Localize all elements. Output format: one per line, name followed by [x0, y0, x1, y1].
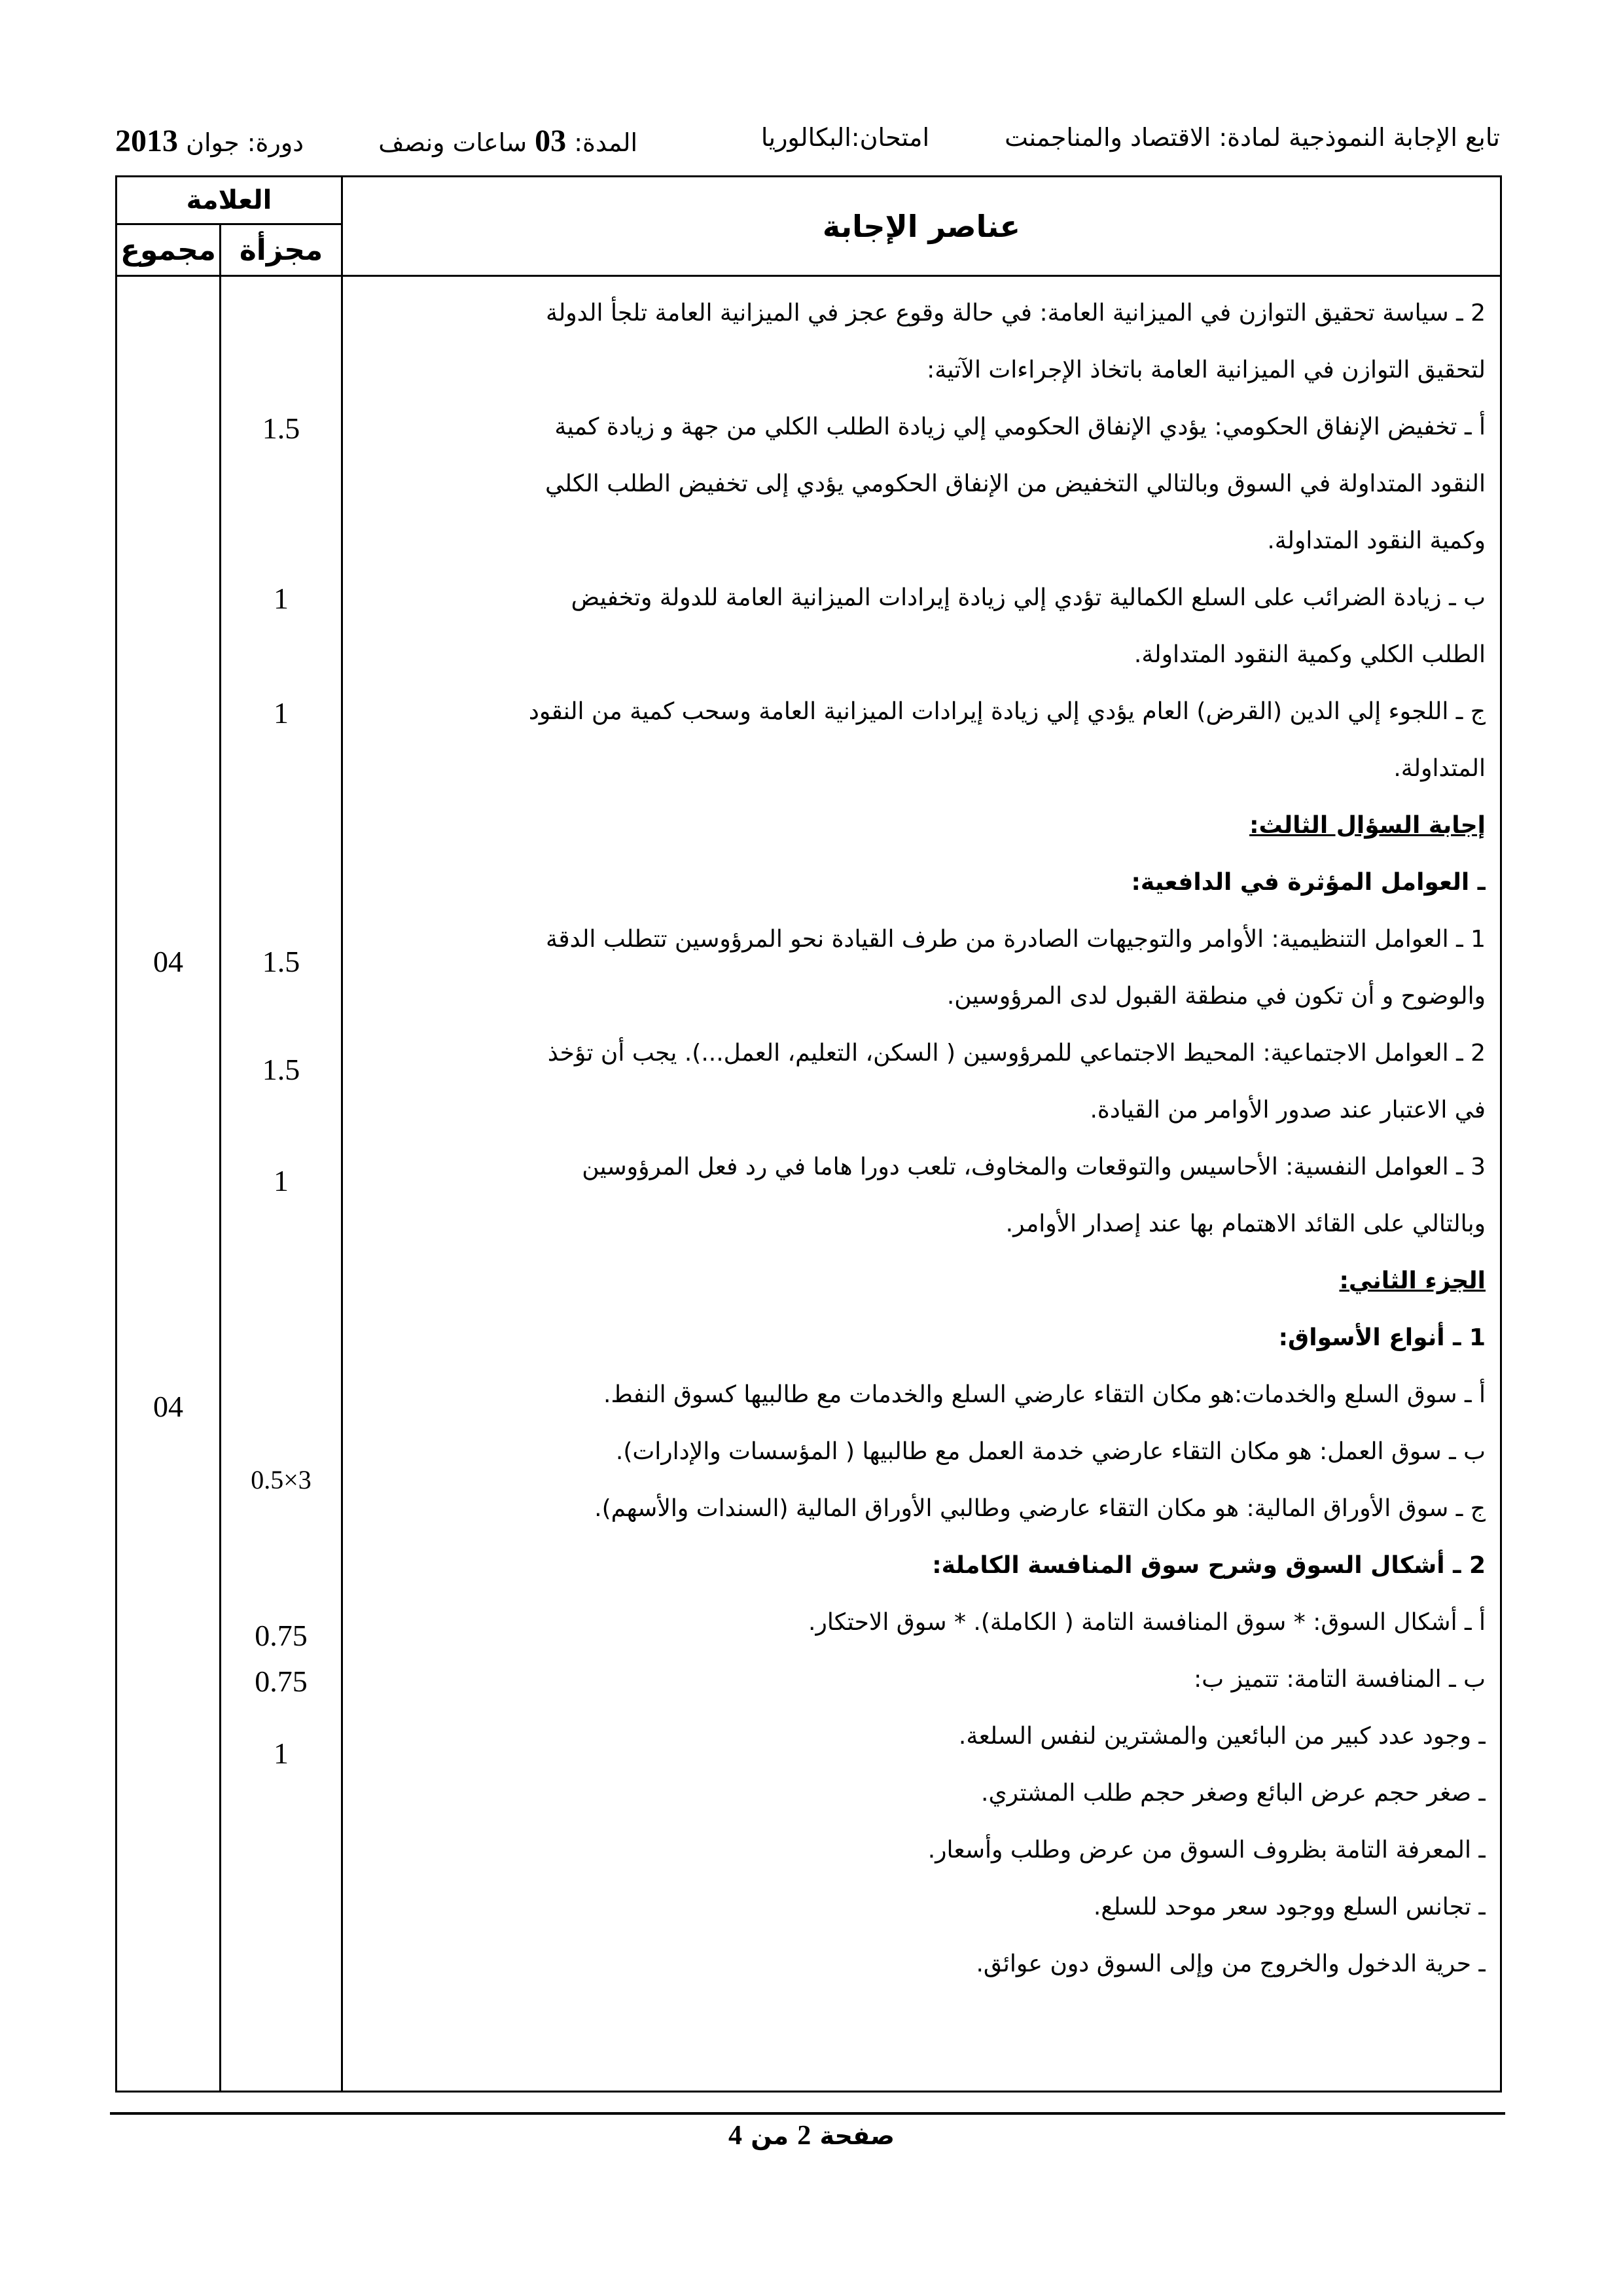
partial-mark: 1.5	[262, 945, 300, 978]
answer-line: والوضوح و أن تكون في منطقة القبول لدى المرؤوسين.	[946, 983, 1486, 1010]
total-mark: 04	[153, 945, 183, 978]
answer-line: لتحقيق التوازن في الميزانية العامة باتخاذ الإجراءات الآتية:	[927, 357, 1486, 383]
session-label: دورة: جوان	[186, 128, 304, 157]
answer-line: أ ـ أشكال السوق: * سوق المنافسة التامة ( الكاملة). * سوق الاحتكار.	[808, 1609, 1486, 1636]
partial-mark: 1	[274, 696, 289, 730]
partial-mark: 1	[274, 582, 289, 615]
answer-column-header: عناصر الإجابة	[342, 177, 1501, 276]
page-current: 2	[797, 2121, 812, 2151]
exam-header	[115, 116, 1500, 169]
answer-line: النقود المتداولة في السوق وبالتالي التخفيض من الإنفاق الحكومي يؤدي إلى تخفيض الطلب الكلي	[545, 470, 1486, 497]
partial-column-header: مجزأة	[221, 224, 342, 276]
page-total: 4	[728, 2121, 743, 2151]
answer-line: الطلب الكلي وكمية النقود المتداولة.	[1133, 641, 1486, 668]
answer-line: ـ المعرفة التامة بظروف السوق من عرض وطلب وأسعار.	[927, 1837, 1486, 1863]
partial-mark: 1	[274, 1737, 289, 1770]
total-mark: 04	[153, 1390, 183, 1423]
answer-line: ج ـ اللجوء إلي الدين (القرض) العام يؤدي إلي زيادة إيرادات الميزانية العامة وسحب كمية من النقود	[528, 698, 1486, 725]
answer-line: ب ـ سوق العمل: هو مكان التقاء عارضي خدمة العمل مع طالبيها ( المؤسسات والإدارات).	[615, 1438, 1486, 1465]
answer-line: أ ـ تخفيض الإنفاق الحكومي: يؤدي الإنفاق الحكومي إلي زيادة الطلب الكلي من جهة و زيادة كمية	[554, 414, 1486, 440]
partial-mark: 0.75	[255, 1619, 308, 1652]
answer-line: ـ تجانس السلع ووجود سعر موحد للسلع.	[1093, 1894, 1486, 1920]
page-label: صفحة	[819, 2121, 895, 2150]
answer-line: وكمية النقود المتداولة.	[1267, 527, 1486, 554]
answer-line: 2 ـ سياسة تحقيق التوازن في الميزانية العامة: في حالة وقوع عجز في الميزانية العامة تلجأ الدولة	[546, 300, 1486, 327]
answer-line: ب ـ المنافسة التامة: تتميز ب:	[1194, 1666, 1486, 1693]
answer-line: وبالتالي على القائد الاهتمام بها عند إصدار الأوامر.	[1005, 1210, 1486, 1237]
partial-marks-column	[221, 276, 342, 2092]
duration-label: المدة:	[574, 128, 637, 157]
partial-mark: 0.75	[255, 1665, 308, 1698]
header-session	[115, 123, 304, 159]
footer-divider	[110, 2112, 1505, 2115]
header-subject: تابع الإجابة النموذجية لمادة: الاقتصاد والمناجمنت	[1005, 123, 1500, 152]
answer-line: 1 ـ أنواع الأسواق:	[1278, 1324, 1486, 1351]
answer-line: 1 ـ العوامل التنظيمية: الأوامر والتوجيهات الصادرة من طرف القيادة نحو المرؤوسين تتطلب الدقة	[546, 926, 1486, 953]
partial-mark: 1.5	[262, 1053, 300, 1086]
total-column-header: مجموع	[116, 224, 221, 276]
partial-mark: 3×0.5	[251, 1465, 312, 1494]
page-number	[0, 2120, 1623, 2151]
answer-line: ـ حرية الدخول والخروج من وإلى السوق دون عوائق.	[976, 1951, 1486, 1977]
partial-mark: 1	[274, 1164, 289, 1197]
answer-line: 3 ـ العوامل النفسية: الأحاسيس والتوقعات والمخاوف، تلعب دورا هاما في رد فعل المرؤوسين	[582, 1154, 1486, 1180]
answer-line: في الاعتبار عند صدور الأوامر من القيادة.	[1090, 1097, 1486, 1123]
answer-line: ـ صغر حجم عرض البائع وصغر حجم طلب المشتري.	[981, 1780, 1486, 1807]
answer-line: ـ العوامل المؤثرة في الدافعية:	[1131, 869, 1486, 896]
section-heading: إجابة السؤال الثالث:	[1249, 812, 1486, 839]
answer-table	[115, 175, 1502, 2093]
answer-line: المتداولة.	[1393, 755, 1486, 782]
header-exam: امتحان:البكالوريا	[760, 123, 929, 152]
section-heading: الجزء الثاني:	[1339, 1267, 1486, 1294]
header-duration	[378, 123, 637, 159]
answer-body	[342, 276, 1501, 2092]
answer-line: 2 ـ أشكال السوق وشرح سوق المنافسة الكاملة:	[932, 1552, 1486, 1579]
mark-column-header: العلامة	[116, 177, 342, 224]
answer-line: أ ـ سوق السلع والخدمات:هو مكان التقاء عارضي السلع والخدمات مع طالبيها كسوق النفط.	[603, 1381, 1486, 1408]
duration-unit: ساعات ونصف	[378, 128, 527, 157]
total-marks-column	[116, 276, 221, 2092]
answer-line: 2 ـ العوامل الاجتماعية: المحيط الاجتماعي للمرؤوسين ( السكن، التعليم، العمل...). يجب أن تؤخذ	[547, 1040, 1486, 1067]
answer-line: ب ـ زيادة الضرائب على السلع الكمالية تؤدي إلي زيادة إيرادات الميزانية العامة للدولة وتخفيض	[571, 584, 1486, 611]
session-year: 2013	[115, 124, 178, 158]
page-of: من	[751, 2121, 789, 2150]
answer-line: ـ وجود عدد كبير من البائعين والمشترين لنفس السلعة.	[958, 1723, 1486, 1750]
duration-value: 03	[535, 124, 567, 158]
answer-line: ج ـ سوق الأوراق المالية: هو مكان التقاء عارضي وطالبي الأوراق المالية (السندات والأسهم).	[594, 1495, 1486, 1522]
partial-mark: 1.5	[262, 412, 300, 445]
